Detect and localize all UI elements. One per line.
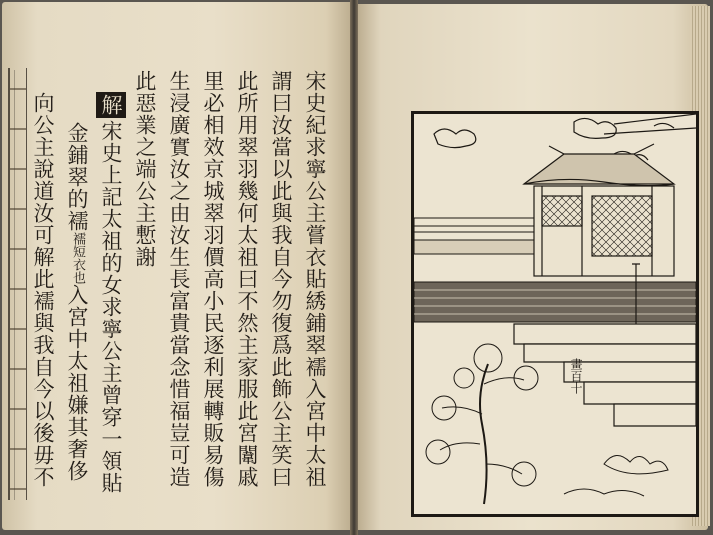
cloud-motif [434,118,674,160]
column-rule [14,70,15,500]
text-column-8 [62,122,92,482]
column-text: 宋史上記太祖的女求寧公主曾穿一領貼 [99,120,123,494]
text-column-5 [164,70,194,488]
column-text: 生浸廣實汝之由汝生長富貴當念惜福豈可造 [167,70,191,488]
text-column-3 [232,70,262,488]
pine-tree [426,344,538,504]
text-column-9 [28,92,58,488]
column-text: 此惡業之端公主慙謝 [133,70,157,268]
explanation-keyword: 解 [96,92,126,118]
column-text: 金鋪翠的襦 [65,122,89,232]
shrubs [564,455,668,496]
illustration-caption: 畫百十 [569,358,583,394]
woodblock-illustration [411,111,699,517]
text-column-1 [300,70,330,488]
pine-needles [426,344,538,486]
text-column-7 [96,92,126,494]
column-text: 向公主說道汝可解此襦與我自今以後毋不 [31,92,55,488]
book-gutter [350,0,358,535]
column-text: 宋史紀求寧公主嘗衣貼綉鋪翠襦入宮中太祖 [303,70,327,488]
palace-scene-illustration [414,114,696,514]
text-column-2 [266,70,296,488]
pavilion [524,114,696,276]
column-text: 此所用翠羽幾何太祖曰不然主家服此宮闈戚 [235,70,259,488]
left-text-block [14,70,336,500]
text-column-4 [198,70,228,488]
text-column-6 [130,70,160,268]
column-text: 里必相效京城翠羽價高小民逐利展轉販易傷 [201,70,225,488]
column-text-continued: 入宮中太祖嫌其奢侈 [65,284,89,482]
inline-annotation: 襦短衣也 [70,232,85,284]
column-text: 謂曰汝當以此與我自今勿復爲此飾公主笑曰 [269,70,293,488]
